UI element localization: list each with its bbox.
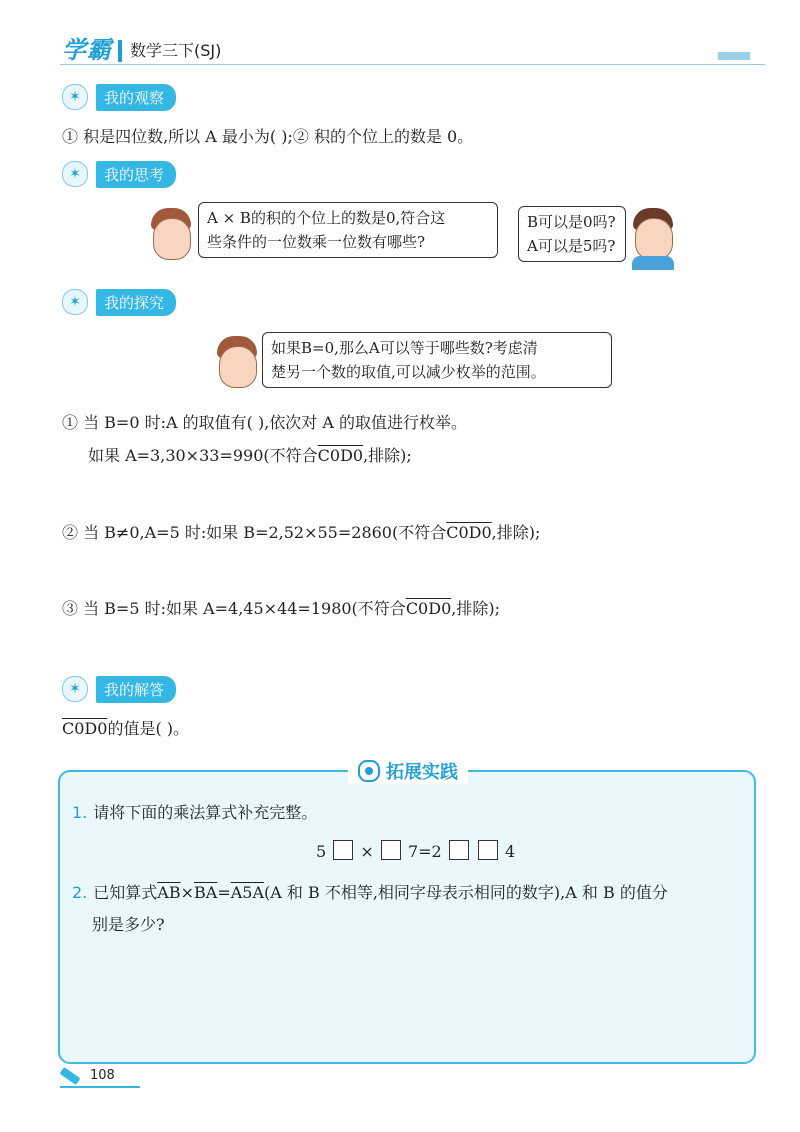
operator: = [217, 883, 231, 902]
question-1 [72, 800, 317, 823]
section-tag-answer [62, 676, 176, 702]
text: 的值是( )。 [107, 719, 190, 738]
blank-box[interactable] [333, 840, 353, 860]
question-2 [72, 880, 668, 903]
blank-box[interactable] [478, 840, 498, 860]
lightbulb-icon: ✶ [62, 676, 88, 702]
section-tag-observe [62, 84, 176, 110]
think-bubble-left [198, 202, 498, 258]
footer [60, 1068, 115, 1083]
text: (A 和 B 不相等,相同字母表示相同的数字),A 和 B 的值分 [264, 883, 668, 902]
explore-bubble [262, 332, 612, 388]
bubble-text: 楚另一个数的取值,可以减少枚举的范围。 [271, 363, 546, 381]
bubble-text: A × B的积的个位上的数是0,符合这 [207, 209, 446, 227]
section-label: 我的观察 [96, 84, 176, 111]
boy-avatar [630, 208, 676, 270]
text: ,排除); [363, 446, 412, 465]
bubble-text: 如果B=0,那么A可以等于哪些数?考虑清 [271, 339, 538, 357]
overline-number: $\overline{BA}$ [194, 883, 218, 902]
overline-number: C0D0 [446, 523, 492, 542]
blank-box[interactable] [449, 840, 469, 860]
digit: 5 [316, 842, 327, 861]
answer-line [62, 716, 189, 739]
overline-number: $\overline{AB}$ [157, 883, 181, 902]
digits: 7=2 [407, 842, 442, 861]
overline-number: A5A [230, 883, 265, 902]
section-label: 我的思考 [96, 161, 176, 188]
blank-box[interactable] [381, 840, 401, 860]
question-1-equation [316, 840, 515, 861]
lightbulb-icon: ✶ [62, 289, 88, 315]
section-tag-explore [62, 289, 176, 315]
section-label: 我的探究 [96, 289, 176, 316]
extension-title-text: 拓展实践 [386, 762, 458, 783]
text: 如果 A=3,30×33=990(不符合 [88, 446, 318, 465]
text: ,排除); [491, 523, 541, 542]
explore-item-3 [62, 596, 500, 619]
bubble-text: A可以是5吗? [527, 237, 616, 255]
operator: × [360, 842, 374, 861]
header-rule [60, 64, 765, 65]
bubble-text: B可以是0吗? [527, 213, 616, 231]
think-bubble-right [518, 206, 626, 262]
extension-title [348, 758, 468, 784]
overline-number: C0D0 [62, 719, 108, 738]
explore-item-2 [62, 520, 540, 543]
lightbulb-icon: ✶ [62, 84, 88, 110]
header-brand [62, 30, 221, 65]
lightbulb-icon: ✶ [62, 161, 88, 187]
question-text: 请将下面的乘法算式补充完整。 [93, 803, 318, 822]
question-number: 2. [72, 883, 88, 902]
text: 已知算式 [93, 883, 158, 902]
section-tag-think [62, 161, 176, 187]
girl-avatar [148, 208, 194, 268]
brand-divider [118, 40, 122, 62]
explore-item-1: ① 当 B=0 时:A 的取值有( ),依次对 A 的取值进行枚举。 [62, 413, 468, 432]
page-number: 108 [90, 1068, 115, 1083]
bubble-text: 些条件的一位数乘一位数有哪些? [207, 233, 426, 251]
brand-logo: 学霸 [62, 36, 112, 64]
text: ② 当 B≠0,A=5 时:如果 B=2,52×55=2860(不符合 [62, 523, 447, 542]
overline-number: C0D0 [317, 446, 364, 465]
operator: × [180, 883, 194, 902]
text: ③ 当 B=5 时:如果 A=4,45×44=1980(不符合 [62, 599, 406, 618]
overline-number: C0D0 [405, 599, 452, 618]
girl-avatar [214, 336, 260, 396]
section-label: 我的解答 [96, 676, 176, 703]
pencil-icon [60, 1066, 81, 1084]
footer-rule [60, 1086, 140, 1088]
explore-item-1-example [88, 443, 412, 466]
book-title: 数学三下(SJ) [130, 41, 222, 60]
observe-line: ① 积是四位数,所以 A 最小为( );② 积的个位上的数是 0。 [62, 127, 474, 146]
digit: 4 [505, 842, 516, 861]
question-2-line-2: 别是多少? [92, 915, 165, 934]
text: ,排除); [451, 599, 500, 618]
target-icon [358, 760, 380, 782]
header-mark [718, 52, 750, 60]
question-number: 1. [72, 803, 88, 822]
